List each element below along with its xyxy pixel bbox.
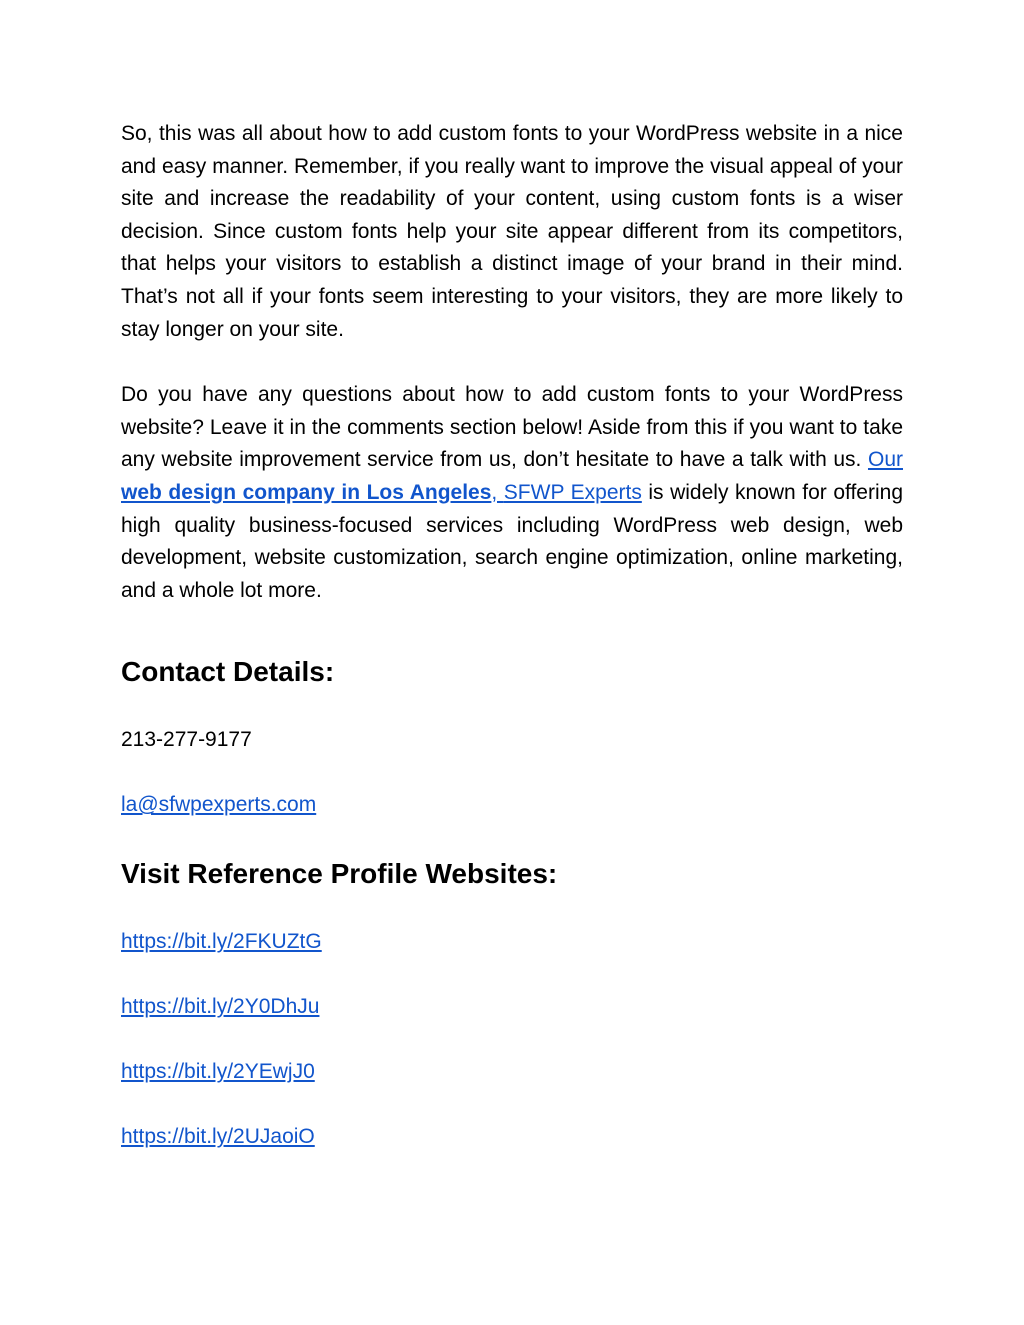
contact-phone: 213-277-9177 <box>121 728 252 752</box>
paragraph-questions <box>121 379 903 607</box>
reference-websites-heading: Visit Reference Profile Websites: <box>121 858 558 890</box>
reference-link-2[interactable]: https://bit.ly/2Y0DhJu <box>121 995 320 1019</box>
document-page <box>121 118 903 1153</box>
contact-details-heading: Contact Details: <box>121 656 335 688</box>
paragraph-summary: So, this was all about how to add custom fonts to your WordPress website in a nice and easy manner. Remember, if you really want to improve the visual appeal of your site and increase the readability of your content, using custom fonts is a wiser decision. Since custom fonts help your site appear different from its competitors, that helps your visitors to establish a distinct image of your brand in their mind. That’s not all if your fonts seem interesting to your visitors, they are more likely to stay longer on your site. <box>121 122 903 341</box>
link-bold-text: web design company in Los Angeles <box>121 480 492 504</box>
link-prefix: Our <box>867 448 903 472</box>
contact-email-link[interactable]: la@sfwpexperts.com <box>121 793 317 817</box>
reference-link-4[interactable]: https://bit.ly/2UJaoiO <box>121 1125 315 1149</box>
paragraph-questions-tail: is widely known for offering high quality business-focused services including WordPress web design, web development, website customization, search engine optimization, online marketing, and a whole lot more. <box>121 480 903 602</box>
link-brand: SFWP Experts <box>503 480 642 504</box>
link-comma: , <box>491 480 504 504</box>
reference-link-3[interactable]: https://bit.ly/2YEwjJ0 <box>121 1060 315 1084</box>
paragraph-questions-text: Do you have any questions about how to add custom fonts to your WordPress website? Leave it in the comments section below! Aside from this if you want to take any website improvement service from us, don’t hesitate to have a talk with us. <box>121 383 903 472</box>
reference-link-1[interactable]: https://bit.ly/2FKUZtG <box>121 930 322 954</box>
